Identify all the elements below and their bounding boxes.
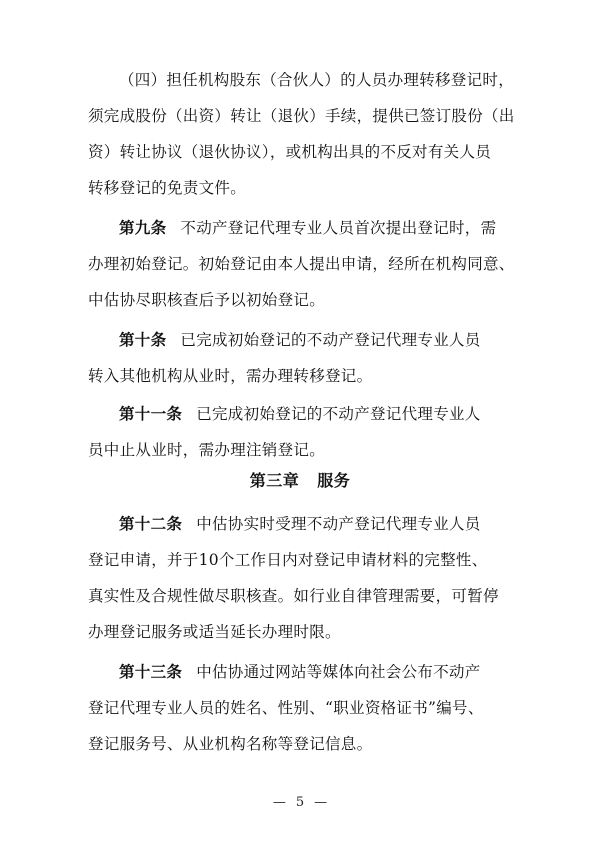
- text-line: [88, 322, 524, 358]
- article-number: 第十二条: [119, 515, 183, 533]
- article-text: 中估协实时受理不动产登记代理专业人员: [196, 515, 481, 533]
- text-line: （四）担任机构股东（合伙人）的人员办理转移登记时，: [119, 71, 515, 89]
- text-line: [88, 506, 524, 542]
- text-line: 转移登记的免责文件。: [88, 179, 247, 197]
- chapter-title: 服务: [317, 471, 351, 490]
- text-line: 办理初始登记。初始登记由本人提出申请，经所在机构同意、: [88, 255, 515, 273]
- text-line: 办理登记服务或适当延长办理时限。: [88, 623, 341, 641]
- text-line: [88, 210, 524, 246]
- article-9: [88, 210, 524, 318]
- chapter-number: 第三章: [249, 471, 300, 490]
- article-number: 第十三条: [119, 663, 183, 681]
- text-line: 登记服务号、从业机构名称等登记信息。: [88, 735, 373, 753]
- article-text: 已完成初始登记的不动产登记代理专业人员: [180, 331, 481, 349]
- article-10: [88, 322, 524, 394]
- article-text: 中估协通过网站等媒体向社会公布不动产: [196, 663, 481, 681]
- text-line: 转入其他机构从业时，需办理转移登记。: [88, 367, 373, 385]
- text-line: 真实性及合规性做尽职核查。如行业自律管理需要，可暂停: [88, 587, 499, 605]
- article-11: [88, 396, 524, 468]
- text-line: [88, 654, 524, 690]
- article-12: [88, 506, 524, 650]
- article-number: 第十条: [119, 331, 167, 349]
- article-number: 第十一条: [119, 405, 183, 423]
- page-number-footer: [0, 795, 600, 810]
- text-line: 须完成股份（出资）转让（退伙）手续，提供已签订股份（出: [88, 107, 515, 125]
- text-line: 资）转让协议（退伙协议），或机构出具的不反对有关人员: [88, 143, 492, 161]
- page-number: 5: [295, 795, 305, 810]
- article-text: 不动产登记代理专业人员首次提出登记时，需: [180, 219, 497, 237]
- paragraph-item-4: [88, 62, 524, 206]
- article-text: 已完成初始登记的不动产登记代理专业人: [196, 405, 481, 423]
- text-line: [88, 396, 524, 432]
- article-13: [88, 654, 524, 762]
- text-line: 中估协尽职核查后予以初始登记。: [88, 291, 326, 309]
- text-line: 登记申请，并于10个工作日内对登记申请材料的完整性、: [88, 551, 488, 569]
- text-line: 登记代理专业人员的姓名、性别、“职业资格证书”编号、: [88, 699, 484, 717]
- article-number: 第九条: [119, 219, 167, 237]
- chapter-heading: [0, 468, 600, 491]
- text-line: 员中止从业时，需办理注销登记。: [88, 441, 326, 459]
- footer-dash-right: —: [314, 795, 328, 810]
- footer-dash-left: —: [272, 795, 286, 810]
